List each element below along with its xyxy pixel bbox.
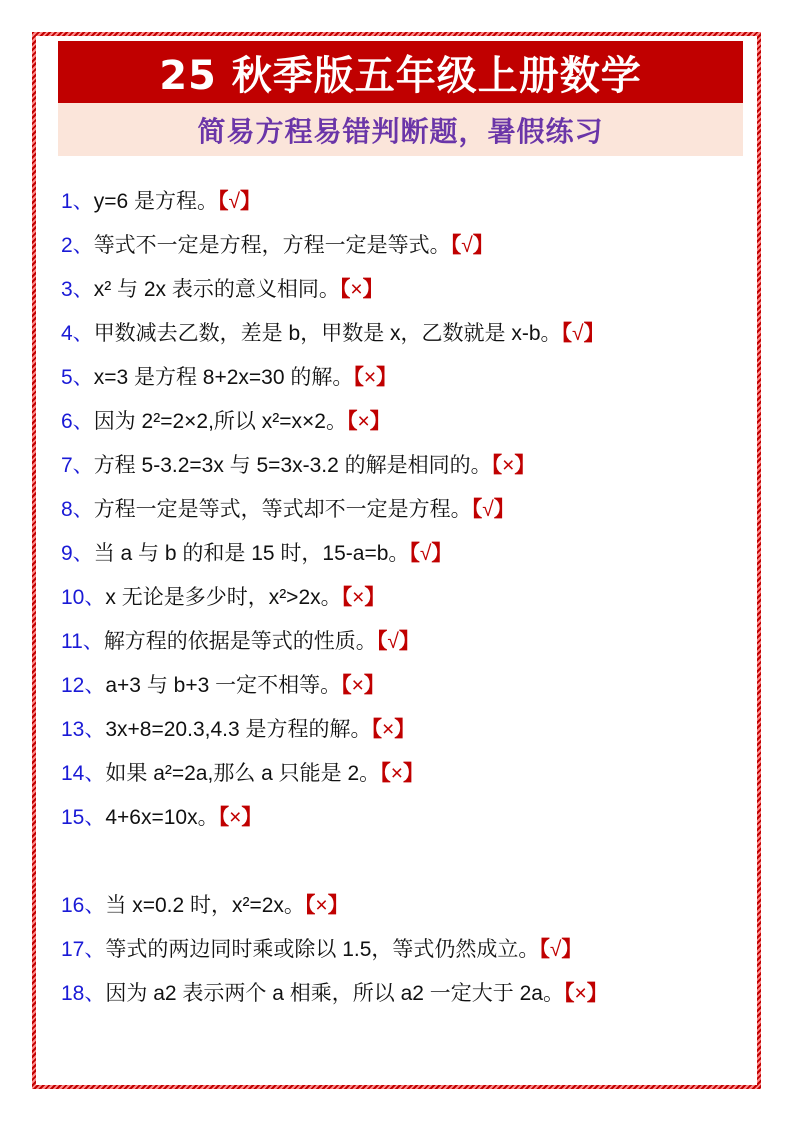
answer-badge	[219, 806, 263, 829]
question-text: 等式不一定是方程，方程一定是等式。	[93, 234, 451, 257]
answer-badge	[305, 894, 349, 917]
question-number: 2、	[61, 234, 94, 257]
bracket-open: 【	[380, 762, 391, 785]
bracket-open: 【	[376, 630, 388, 653]
bracket-open: 【	[341, 586, 353, 609]
question-text: 方程一定是等式，等式却不一定是方程。	[93, 498, 472, 521]
question-text: y=6 是方程。	[93, 190, 218, 213]
page-title: 25 秋季版五年级上册数学	[159, 52, 642, 99]
answer-badge	[377, 630, 420, 653]
bracket-open: 【	[217, 190, 229, 213]
bracket-open: 【	[491, 454, 503, 477]
question-item	[61, 228, 747, 272]
bracket-open: 【	[339, 278, 351, 301]
bracket-open: 【	[371, 718, 382, 741]
question-text: x 无论是多少时，x²>2x。	[105, 586, 342, 609]
question-text: 解方程的依据是等式的性质。	[103, 630, 377, 653]
cross-mark-icon: ×	[350, 278, 363, 301]
question-number: 13、	[61, 718, 106, 741]
question-number: 5、	[61, 366, 94, 389]
bracket-open: 【	[539, 938, 550, 961]
answer-badge	[218, 190, 261, 213]
answer-badge	[353, 366, 397, 389]
question-text: 4+6x=10x。	[105, 806, 219, 829]
bracket-open: 【	[353, 366, 364, 389]
question-item	[61, 492, 747, 536]
question-number: 6、	[61, 410, 94, 433]
bracket-open: 【	[561, 322, 573, 345]
answer-badge	[564, 982, 608, 1005]
question-item	[61, 976, 747, 1020]
question-number: 17、	[61, 938, 106, 961]
bracket-open: 【	[346, 410, 358, 433]
check-mark-icon: √	[387, 630, 399, 653]
answer-badge	[472, 498, 515, 521]
bracket-open: 【	[218, 806, 230, 829]
question-item	[61, 888, 747, 932]
cross-mark-icon: ×	[363, 366, 377, 389]
check-mark-icon: √	[482, 498, 494, 521]
question-number: 16、	[61, 894, 106, 917]
question-number: 15、	[61, 806, 106, 829]
subtitle-banner	[58, 103, 743, 156]
question-item	[61, 272, 747, 316]
bracket-close: 】	[394, 718, 416, 741]
question-text: 因为 2²=2×2,所以 x²=x×2。	[93, 410, 347, 433]
cross-mark-icon: ×	[381, 718, 395, 741]
bracket-close: 】	[583, 322, 605, 345]
answer-badge	[340, 278, 384, 301]
question-text: 等式的两边同时乘或除以 1.5，等式仍然成立。	[105, 938, 540, 961]
question-item	[61, 932, 747, 976]
question-number: 9、	[61, 542, 94, 565]
cross-mark-icon: ×	[315, 894, 328, 917]
question-text: 3x+8=20.3,4.3 是方程的解。	[105, 718, 372, 741]
bracket-close: 】	[241, 806, 263, 829]
bracket-close: 】	[402, 762, 424, 785]
question-number: 18、	[61, 982, 106, 1005]
question-number: 3、	[61, 278, 94, 301]
bracket-close: 】	[376, 366, 398, 389]
question-item	[61, 580, 747, 624]
question-number: 12、	[61, 674, 106, 697]
bracket-close: 】	[363, 674, 385, 697]
check-mark-icon: √	[228, 190, 240, 213]
question-item	[61, 800, 747, 844]
answer-badge	[539, 938, 582, 961]
question-number: 1、	[61, 190, 94, 213]
cross-mark-icon: ×	[574, 982, 587, 1005]
question-text: x² 与 2x 表示的意义相同。	[93, 278, 340, 301]
cross-mark-icon: ×	[352, 586, 365, 609]
check-mark-icon: √	[419, 542, 432, 565]
question-number: 7、	[61, 454, 94, 477]
question-text: a+3 与 b+3 一定不相等。	[105, 674, 342, 697]
question-text: 当 x=0.2 时，x²=2x。	[105, 894, 305, 917]
bracket-close: 】	[493, 498, 515, 521]
question-item	[61, 712, 747, 756]
bracket-close: 】	[327, 894, 349, 917]
cross-mark-icon: ×	[390, 762, 403, 785]
bracket-open: 【	[563, 982, 575, 1005]
bracket-open: 【	[471, 498, 483, 521]
title-banner	[58, 41, 743, 103]
question-item	[61, 316, 747, 360]
cross-mark-icon: ×	[357, 410, 370, 433]
bracket-close: 】	[362, 278, 384, 301]
question-item	[61, 448, 747, 492]
bracket-close: 】	[514, 454, 536, 477]
answer-badge	[342, 586, 386, 609]
check-mark-icon: √	[549, 938, 562, 961]
bracket-open: 【	[409, 542, 420, 565]
bracket-close: 】	[240, 190, 261, 213]
question-item	[61, 184, 747, 228]
page-border-frame	[32, 32, 761, 1089]
answer-badge	[409, 542, 452, 565]
page-content	[36, 36, 757, 1085]
bracket-open: 【	[304, 894, 316, 917]
cross-mark-icon: ×	[229, 806, 242, 829]
answer-badge	[347, 410, 391, 433]
question-item	[61, 756, 747, 800]
question-item	[61, 668, 747, 712]
question-item	[61, 536, 747, 580]
question-list	[61, 184, 747, 1020]
answer-badge	[380, 762, 424, 785]
bracket-close: 】	[561, 938, 583, 961]
question-text: 如果 a²=2a,那么 a 只能是 2。	[105, 762, 381, 785]
bracket-close: 】	[398, 630, 420, 653]
question-number: 4、	[61, 322, 94, 345]
question-item	[61, 360, 747, 404]
question-text: 甲数减去乙数，差是 b，甲数是 x，乙数就是 x-b。	[93, 322, 562, 345]
question-text: 方程 5-3.2=3x 与 5=3x-3.2 的解是相同的。	[93, 454, 492, 477]
bracket-close: 】	[472, 234, 494, 257]
page-subtitle: 简易方程易错判断题，暑假练习	[197, 114, 604, 148]
question-number: 11、	[61, 630, 104, 653]
bracket-open: 【	[450, 234, 462, 257]
question-number: 10、	[61, 586, 106, 609]
question-item	[61, 404, 747, 448]
question-text: x=3 是方程 8+2x=30 的解。	[93, 366, 354, 389]
question-number: 8、	[61, 498, 94, 521]
answer-badge	[371, 718, 415, 741]
cross-mark-icon: ×	[502, 454, 515, 477]
answer-badge	[492, 454, 536, 477]
question-text: 当 a 与 b 的和是 15 时，15-a=b。	[93, 542, 410, 565]
check-mark-icon: √	[461, 234, 473, 257]
bracket-close: 】	[369, 410, 391, 433]
bracket-close: 】	[431, 542, 453, 565]
answer-badge	[562, 322, 605, 345]
question-number: 14、	[61, 762, 106, 785]
answer-badge	[451, 234, 494, 257]
cross-mark-icon: ×	[351, 674, 364, 697]
bracket-open: 【	[341, 674, 352, 697]
bracket-close: 】	[586, 982, 608, 1005]
bracket-close: 】	[364, 586, 386, 609]
question-item	[61, 624, 747, 668]
answer-badge	[341, 674, 385, 697]
check-mark-icon: √	[572, 322, 584, 345]
question-text: 因为 a2 表示两个 a 相乘，所以 a2 一定大于 2a。	[105, 982, 564, 1005]
